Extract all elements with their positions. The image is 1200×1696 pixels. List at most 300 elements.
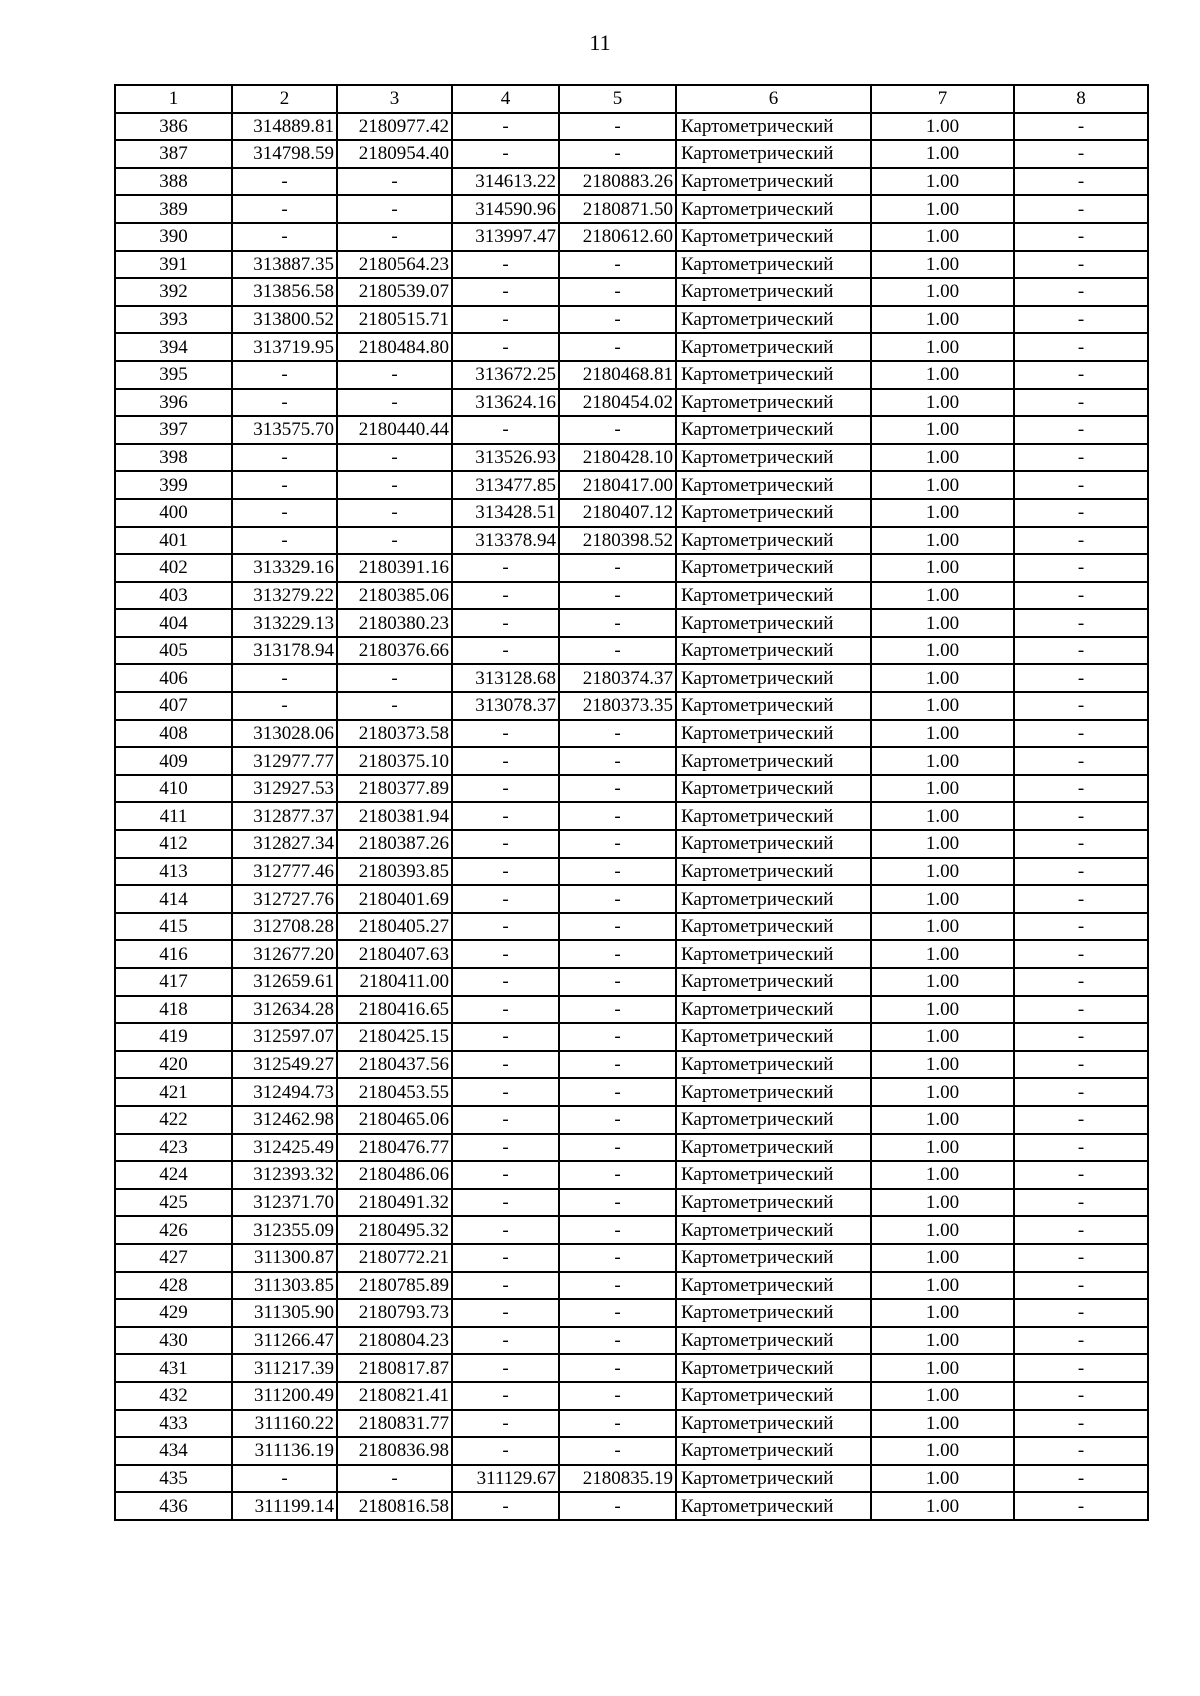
y-coordinate-cell: 2180476.77	[337, 1134, 452, 1162]
x-coordinate-cell: -	[232, 1465, 337, 1493]
accuracy-cell: 1.00	[871, 195, 1014, 223]
y-coordinate-cell: 2180831.77	[337, 1410, 452, 1438]
table-row	[115, 996, 1148, 1024]
accuracy-cell: 1.00	[871, 444, 1014, 472]
y-coordinate-cell: 2180465.06	[337, 1106, 452, 1134]
point-number-cell: 390	[115, 223, 232, 251]
table-row	[115, 1272, 1148, 1300]
x-alt-coordinate-cell: 313428.51	[452, 499, 559, 527]
accuracy-cell: 1.00	[871, 940, 1014, 968]
point-number-cell: 399	[115, 471, 232, 499]
y-coordinate-cell: -	[337, 389, 452, 417]
point-number-cell: 405	[115, 637, 232, 665]
x-alt-coordinate-cell: 313078.37	[452, 692, 559, 720]
point-number-cell: 423	[115, 1134, 232, 1162]
point-number-cell: 409	[115, 747, 232, 775]
method-cell: Картометрический	[676, 223, 871, 251]
point-number-cell: 402	[115, 554, 232, 582]
note-cell: -	[1014, 444, 1148, 472]
x-alt-coordinate-cell: -	[452, 1134, 559, 1162]
table-row	[115, 195, 1148, 223]
x-alt-coordinate-cell: 314590.96	[452, 195, 559, 223]
method-cell: Картометрический	[676, 775, 871, 803]
table-row	[115, 1410, 1148, 1438]
note-cell: -	[1014, 858, 1148, 886]
method-cell: Картометрический	[676, 195, 871, 223]
method-cell: Картометрический	[676, 940, 871, 968]
y-alt-coordinate-cell: -	[559, 1410, 676, 1438]
accuracy-cell: 1.00	[871, 1134, 1014, 1162]
point-number-cell: 392	[115, 278, 232, 306]
y-alt-coordinate-cell: -	[559, 1023, 676, 1051]
note-cell: -	[1014, 885, 1148, 913]
accuracy-cell: 1.00	[871, 251, 1014, 279]
y-alt-coordinate-cell: -	[559, 306, 676, 334]
point-number-cell: 406	[115, 664, 232, 692]
point-number-cell: 434	[115, 1437, 232, 1465]
table-row	[115, 168, 1148, 196]
x-coordinate-cell: 313028.06	[232, 720, 337, 748]
x-coordinate-cell: 313887.35	[232, 251, 337, 279]
table-row	[115, 775, 1148, 803]
x-alt-coordinate-cell: -	[452, 278, 559, 306]
y-alt-coordinate-cell: 2180417.00	[559, 471, 676, 499]
y-coordinate-cell: 2180954.40	[337, 140, 452, 168]
method-cell: Картометрический	[676, 416, 871, 444]
x-coordinate-cell: 313229.13	[232, 609, 337, 637]
note-cell: -	[1014, 1437, 1148, 1465]
method-cell: Картометрический	[676, 637, 871, 665]
note-cell: -	[1014, 1410, 1148, 1438]
x-coordinate-cell: 314798.59	[232, 140, 337, 168]
x-alt-coordinate-cell: -	[452, 637, 559, 665]
note-cell: -	[1014, 637, 1148, 665]
x-alt-coordinate-cell: -	[452, 1382, 559, 1410]
y-alt-coordinate-cell: -	[559, 333, 676, 361]
x-alt-coordinate-cell: -	[452, 775, 559, 803]
table-row	[115, 499, 1148, 527]
accuracy-cell: 1.00	[871, 1023, 1014, 1051]
y-alt-coordinate-cell: 2180407.12	[559, 499, 676, 527]
y-alt-coordinate-cell: 2180468.81	[559, 361, 676, 389]
y-coordinate-cell: 2180817.87	[337, 1354, 452, 1382]
y-coordinate-cell: -	[337, 527, 452, 555]
point-number-cell: 426	[115, 1216, 232, 1244]
x-coordinate-cell: 311266.47	[232, 1327, 337, 1355]
x-coordinate-cell: 314889.81	[232, 113, 337, 141]
table-row	[115, 664, 1148, 692]
note-cell: -	[1014, 168, 1148, 196]
y-coordinate-cell: 2180515.71	[337, 306, 452, 334]
table-row	[115, 609, 1148, 637]
table-row	[115, 747, 1148, 775]
note-cell: -	[1014, 1189, 1148, 1217]
method-cell: Картометрический	[676, 747, 871, 775]
accuracy-cell: 1.00	[871, 1106, 1014, 1134]
y-coordinate-cell: 2180453.55	[337, 1078, 452, 1106]
x-coordinate-cell: 312462.98	[232, 1106, 337, 1134]
y-alt-coordinate-cell: -	[559, 968, 676, 996]
accuracy-cell: 1.00	[871, 1299, 1014, 1327]
point-number-cell: 431	[115, 1354, 232, 1382]
method-cell: Картометрический	[676, 720, 871, 748]
table-row	[115, 113, 1148, 141]
note-cell: -	[1014, 1106, 1148, 1134]
y-alt-coordinate-cell: -	[559, 251, 676, 279]
method-cell: Картометрический	[676, 361, 871, 389]
x-alt-coordinate-cell: -	[452, 1299, 559, 1327]
y-coordinate-cell: 2180393.85	[337, 858, 452, 886]
y-coordinate-cell: 2180793.73	[337, 1299, 452, 1327]
note-cell: -	[1014, 1272, 1148, 1300]
method-cell: Картометрический	[676, 1382, 871, 1410]
note-cell: -	[1014, 1327, 1148, 1355]
x-coordinate-cell: 311305.90	[232, 1299, 337, 1327]
method-cell: Картометрический	[676, 913, 871, 941]
x-coordinate-cell: -	[232, 361, 337, 389]
point-number-cell: 433	[115, 1410, 232, 1438]
y-alt-coordinate-cell: -	[559, 1078, 676, 1106]
note-cell: -	[1014, 1023, 1148, 1051]
x-coordinate-cell: 312393.32	[232, 1161, 337, 1189]
accuracy-cell: 1.00	[871, 1189, 1014, 1217]
x-coordinate-cell: -	[232, 223, 337, 251]
point-number-cell: 386	[115, 113, 232, 141]
x-alt-coordinate-cell: 313624.16	[452, 389, 559, 417]
y-coordinate-cell: -	[337, 195, 452, 223]
table-row	[115, 1134, 1148, 1162]
table-row	[115, 913, 1148, 941]
accuracy-cell: 1.00	[871, 1244, 1014, 1272]
method-cell: Картометрический	[676, 692, 871, 720]
table-row	[115, 1382, 1148, 1410]
x-coordinate-cell: 313800.52	[232, 306, 337, 334]
y-alt-coordinate-cell: -	[559, 1437, 676, 1465]
accuracy-cell: 1.00	[871, 1465, 1014, 1493]
x-alt-coordinate-cell: -	[452, 609, 559, 637]
point-number-cell: 416	[115, 940, 232, 968]
table-row	[115, 1216, 1148, 1244]
x-coordinate-cell: 312425.49	[232, 1134, 337, 1162]
x-alt-coordinate-cell: -	[452, 1023, 559, 1051]
y-alt-coordinate-cell: -	[559, 913, 676, 941]
x-alt-coordinate-cell: -	[452, 802, 559, 830]
x-coordinate-cell: 312977.77	[232, 747, 337, 775]
y-alt-coordinate-cell: 2180374.37	[559, 664, 676, 692]
accuracy-cell: 1.00	[871, 775, 1014, 803]
note-cell: -	[1014, 1161, 1148, 1189]
method-cell: Картометрический	[676, 499, 871, 527]
note-cell: -	[1014, 1465, 1148, 1493]
note-cell: -	[1014, 333, 1148, 361]
y-alt-coordinate-cell: -	[559, 1382, 676, 1410]
x-alt-coordinate-cell: -	[452, 333, 559, 361]
table-row	[115, 1327, 1148, 1355]
table-row	[115, 1354, 1148, 1382]
x-alt-coordinate-cell: 313128.68	[452, 664, 559, 692]
note-cell: -	[1014, 195, 1148, 223]
x-alt-coordinate-cell: -	[452, 996, 559, 1024]
x-coordinate-cell: 311300.87	[232, 1244, 337, 1272]
x-alt-coordinate-cell: 313526.93	[452, 444, 559, 472]
x-coordinate-cell: 313719.95	[232, 333, 337, 361]
y-coordinate-cell: 2180380.23	[337, 609, 452, 637]
table-row	[115, 582, 1148, 610]
x-alt-coordinate-cell: -	[452, 747, 559, 775]
y-alt-coordinate-cell: -	[559, 1327, 676, 1355]
x-coordinate-cell: 313856.58	[232, 278, 337, 306]
x-alt-coordinate-cell: -	[452, 968, 559, 996]
y-coordinate-cell: 2180785.89	[337, 1272, 452, 1300]
note-cell: -	[1014, 940, 1148, 968]
note-cell: -	[1014, 554, 1148, 582]
point-number-cell: 408	[115, 720, 232, 748]
y-coordinate-cell: -	[337, 471, 452, 499]
page-number: 11	[589, 30, 611, 55]
accuracy-cell: 1.00	[871, 1051, 1014, 1079]
y-alt-coordinate-cell: -	[559, 1244, 676, 1272]
x-coordinate-cell: 313178.94	[232, 637, 337, 665]
y-alt-coordinate-cell: 2180612.60	[559, 223, 676, 251]
x-alt-coordinate-cell: -	[452, 720, 559, 748]
x-coordinate-cell: -	[232, 444, 337, 472]
x-coordinate-cell: 312727.76	[232, 885, 337, 913]
coordinates-table	[114, 84, 1149, 1521]
y-alt-coordinate-cell: -	[559, 140, 676, 168]
accuracy-cell: 1.00	[871, 113, 1014, 141]
x-coordinate-cell: -	[232, 471, 337, 499]
y-coordinate-cell: 2180440.44	[337, 416, 452, 444]
point-number-cell: 427	[115, 1244, 232, 1272]
x-alt-coordinate-cell: -	[452, 830, 559, 858]
table-row	[115, 389, 1148, 417]
note-cell: -	[1014, 499, 1148, 527]
y-coordinate-cell: 2180377.89	[337, 775, 452, 803]
table-row	[115, 278, 1148, 306]
column-header: 5	[559, 85, 676, 113]
x-alt-coordinate-cell: 314613.22	[452, 168, 559, 196]
point-number-cell: 415	[115, 913, 232, 941]
y-alt-coordinate-cell: -	[559, 940, 676, 968]
y-alt-coordinate-cell: -	[559, 1272, 676, 1300]
point-number-cell: 418	[115, 996, 232, 1024]
table-row	[115, 720, 1148, 748]
x-alt-coordinate-cell: 313997.47	[452, 223, 559, 251]
x-alt-coordinate-cell: -	[452, 1216, 559, 1244]
y-alt-coordinate-cell: 2180428.10	[559, 444, 676, 472]
x-alt-coordinate-cell: -	[452, 1051, 559, 1079]
method-cell: Картометрический	[676, 885, 871, 913]
x-coordinate-cell: 311136.19	[232, 1437, 337, 1465]
point-number-cell: 391	[115, 251, 232, 279]
note-cell: -	[1014, 1134, 1148, 1162]
accuracy-cell: 1.00	[871, 471, 1014, 499]
x-alt-coordinate-cell: -	[452, 913, 559, 941]
note-cell: -	[1014, 1078, 1148, 1106]
y-coordinate-cell: 2180772.21	[337, 1244, 452, 1272]
y-coordinate-cell: -	[337, 692, 452, 720]
y-alt-coordinate-cell: -	[559, 775, 676, 803]
accuracy-cell: 1.00	[871, 554, 1014, 582]
x-coordinate-cell: 312677.20	[232, 940, 337, 968]
y-alt-coordinate-cell: -	[559, 858, 676, 886]
accuracy-cell: 1.00	[871, 333, 1014, 361]
table-row	[115, 1051, 1148, 1079]
accuracy-cell: 1.00	[871, 802, 1014, 830]
x-alt-coordinate-cell: -	[452, 1327, 559, 1355]
accuracy-cell: 1.00	[871, 361, 1014, 389]
y-coordinate-cell: -	[337, 1465, 452, 1493]
y-alt-coordinate-cell: -	[559, 1106, 676, 1134]
accuracy-cell: 1.00	[871, 278, 1014, 306]
note-cell: -	[1014, 720, 1148, 748]
table-row	[115, 1189, 1148, 1217]
accuracy-cell: 1.00	[871, 830, 1014, 858]
point-number-cell: 420	[115, 1051, 232, 1079]
table-row	[115, 1106, 1148, 1134]
x-alt-coordinate-cell: -	[452, 140, 559, 168]
y-coordinate-cell: -	[337, 444, 452, 472]
note-cell: -	[1014, 664, 1148, 692]
table-row	[115, 527, 1148, 555]
accuracy-cell: 1.00	[871, 306, 1014, 334]
note-cell: -	[1014, 830, 1148, 858]
note-cell: -	[1014, 913, 1148, 941]
table-row	[115, 1465, 1148, 1493]
y-coordinate-cell: 2180484.80	[337, 333, 452, 361]
x-coordinate-cell: 312777.46	[232, 858, 337, 886]
method-cell: Картометрический	[676, 471, 871, 499]
x-alt-coordinate-cell: 311129.67	[452, 1465, 559, 1493]
y-alt-coordinate-cell: -	[559, 1492, 676, 1520]
point-number-cell: 419	[115, 1023, 232, 1051]
method-cell: Картометрический	[676, 664, 871, 692]
accuracy-cell: 1.00	[871, 140, 1014, 168]
y-alt-coordinate-cell: -	[559, 1051, 676, 1079]
x-coordinate-cell: 311217.39	[232, 1354, 337, 1382]
method-cell: Картометрический	[676, 1051, 871, 1079]
y-alt-coordinate-cell: -	[559, 1299, 676, 1327]
y-coordinate-cell: 2180405.27	[337, 913, 452, 941]
y-alt-coordinate-cell: -	[559, 582, 676, 610]
table-row	[115, 140, 1148, 168]
x-coordinate-cell: -	[232, 664, 337, 692]
method-cell: Картометрический	[676, 1023, 871, 1051]
x-alt-coordinate-cell: -	[452, 1272, 559, 1300]
x-alt-coordinate-cell: -	[452, 1410, 559, 1438]
accuracy-cell: 1.00	[871, 1272, 1014, 1300]
x-coordinate-cell: 312494.73	[232, 1078, 337, 1106]
y-alt-coordinate-cell: -	[559, 113, 676, 141]
table-row	[115, 830, 1148, 858]
accuracy-cell: 1.00	[871, 692, 1014, 720]
point-number-cell: 410	[115, 775, 232, 803]
point-number-cell: 430	[115, 1327, 232, 1355]
x-coordinate-cell: -	[232, 527, 337, 555]
accuracy-cell: 1.00	[871, 223, 1014, 251]
table-row	[115, 444, 1148, 472]
y-coordinate-cell: 2180416.65	[337, 996, 452, 1024]
note-cell: -	[1014, 1244, 1148, 1272]
note-cell: -	[1014, 1051, 1148, 1079]
y-coordinate-cell: 2180804.23	[337, 1327, 452, 1355]
method-cell: Картометрический	[676, 333, 871, 361]
y-coordinate-cell: 2180411.00	[337, 968, 452, 996]
note-cell: -	[1014, 775, 1148, 803]
note-cell: -	[1014, 471, 1148, 499]
point-number-cell: 421	[115, 1078, 232, 1106]
y-coordinate-cell: 2180564.23	[337, 251, 452, 279]
accuracy-cell: 1.00	[871, 609, 1014, 637]
table-body	[115, 113, 1148, 1520]
x-coordinate-cell: 312827.34	[232, 830, 337, 858]
y-coordinate-cell: 2180437.56	[337, 1051, 452, 1079]
y-coordinate-cell: 2180539.07	[337, 278, 452, 306]
method-cell: Картометрический	[676, 1299, 871, 1327]
note-cell: -	[1014, 306, 1148, 334]
table-row	[115, 1161, 1148, 1189]
x-coordinate-cell: 313575.70	[232, 416, 337, 444]
method-cell: Картометрический	[676, 858, 871, 886]
x-alt-coordinate-cell: 313672.25	[452, 361, 559, 389]
x-alt-coordinate-cell: -	[452, 113, 559, 141]
point-number-cell: 403	[115, 582, 232, 610]
y-coordinate-cell: 2180821.41	[337, 1382, 452, 1410]
x-coordinate-cell: 312708.28	[232, 913, 337, 941]
method-cell: Картометрический	[676, 996, 871, 1024]
point-number-cell: 412	[115, 830, 232, 858]
table-row	[115, 1023, 1148, 1051]
accuracy-cell: 1.00	[871, 968, 1014, 996]
table-row	[115, 1244, 1148, 1272]
method-cell: Картометрический	[676, 1189, 871, 1217]
method-cell: Картометрический	[676, 444, 871, 472]
y-alt-coordinate-cell: -	[559, 637, 676, 665]
x-alt-coordinate-cell: -	[452, 251, 559, 279]
point-number-cell: 429	[115, 1299, 232, 1327]
y-coordinate-cell: 2180486.06	[337, 1161, 452, 1189]
table-row	[115, 416, 1148, 444]
point-number-cell: 411	[115, 802, 232, 830]
accuracy-cell: 1.00	[871, 389, 1014, 417]
y-alt-coordinate-cell: -	[559, 830, 676, 858]
y-alt-coordinate-cell: -	[559, 747, 676, 775]
x-coordinate-cell: -	[232, 389, 337, 417]
x-alt-coordinate-cell: -	[452, 1189, 559, 1217]
table-row	[115, 885, 1148, 913]
method-cell: Картометрический	[676, 1327, 871, 1355]
accuracy-cell: 1.00	[871, 416, 1014, 444]
table-row	[115, 333, 1148, 361]
x-alt-coordinate-cell: 313477.85	[452, 471, 559, 499]
accuracy-cell: 1.00	[871, 582, 1014, 610]
y-coordinate-cell: -	[337, 168, 452, 196]
column-header: 7	[871, 85, 1014, 113]
note-cell: -	[1014, 582, 1148, 610]
method-cell: Картометрический	[676, 251, 871, 279]
point-number-cell: 387	[115, 140, 232, 168]
x-alt-coordinate-cell: -	[452, 554, 559, 582]
x-coordinate-cell: 311200.49	[232, 1382, 337, 1410]
y-alt-coordinate-cell: -	[559, 1134, 676, 1162]
x-coordinate-cell: 312634.28	[232, 996, 337, 1024]
method-cell: Картометрический	[676, 1492, 871, 1520]
y-coordinate-cell: -	[337, 499, 452, 527]
y-alt-coordinate-cell: 2180871.50	[559, 195, 676, 223]
point-number-cell: 435	[115, 1465, 232, 1493]
y-coordinate-cell: -	[337, 664, 452, 692]
accuracy-cell: 1.00	[871, 527, 1014, 555]
